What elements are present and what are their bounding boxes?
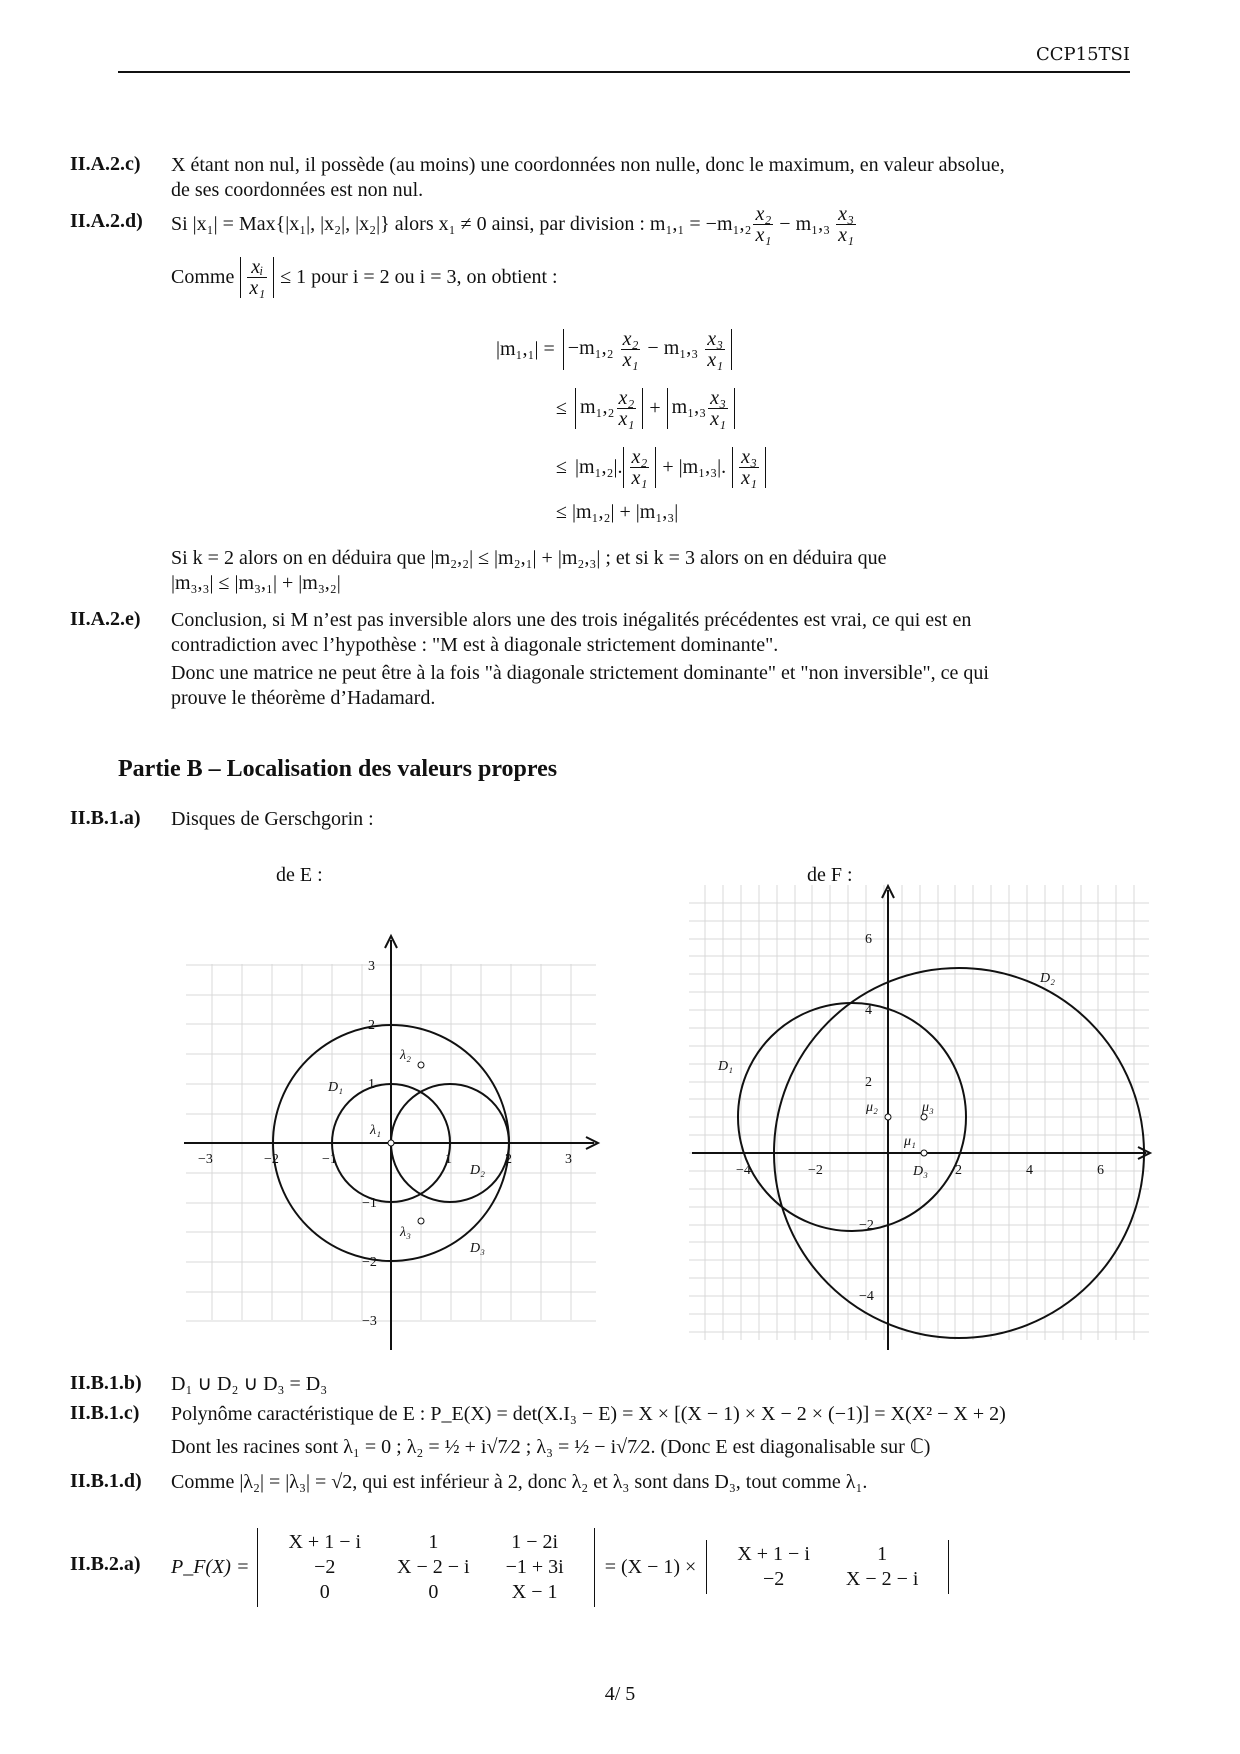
figE-xtick-1: −2 xyxy=(264,1152,279,1167)
figF-caption: de F : xyxy=(807,864,853,886)
a2c-line1: X étant non nul, il possède (au moins) une coordonnées non nulle, donc le maximum, en valeur absolue, xyxy=(171,154,1005,176)
text-b1d: Comme |λ₂| = |λ₃| = √2, qui est inférieur à 2, donc λ₂ et λ₃ sont dans D₃, tout comme λ₁. xyxy=(171,1471,868,1493)
figF-ytick-2: 2 xyxy=(865,1075,872,1090)
figF-point-m1 xyxy=(921,1150,927,1156)
figE-ytick-2: 1 xyxy=(368,1077,375,1092)
ineq-line-1: |m₁,₁| = −m₁,₂ $\frac{\text{x₂}}{\text{x₁}}$ − m₁,₃ $\frac{\text{x₃}}{\text{x₁}}$ xyxy=(496,323,732,375)
figure-F xyxy=(684,880,1154,1355)
figE-xtick-2: −1 xyxy=(322,1152,337,1167)
a2d-comme xyxy=(171,252,558,302)
text-b1c: Polynôme caractéristique de E : P_E(X) = det(X.I₃ − E) = X × [(X − 1) × X − 2 × (−1)] = X(X² − X + 2) Dont les racines sont λ₁ = 0 ; λ₂ = ½ + i√7⁄2 ; λ₃ = ½ − i√7⁄2. (Donc E est diagonalisable sur ℂ) xyxy=(171,1403,1006,1458)
a2d-line1 xyxy=(171,198,858,250)
comme-rest: ≤ 1 pour i = 2 ou i = 3, on obtient : xyxy=(280,265,558,288)
figE-label-l3: λ₃ xyxy=(400,1225,411,1240)
figE-point-l2 xyxy=(418,1062,424,1068)
figE-label-D1: D₁ xyxy=(328,1080,343,1095)
text-b1a: Disques de Gerschgorin : xyxy=(171,808,374,830)
ineq-line-2: ≤ m₁,₂ $\frac{\text{x₂}}{\text{x₁}}$ + m₁,₃ $\frac{\text{x₃}}{\text{x₁}}$ xyxy=(556,382,735,434)
label-b2a: II.B.2.a) xyxy=(70,1553,141,1575)
ineq-line-3: ≤ |m₁,₂|. $\frac{\text{x₂}}{\text{x₁}}$ + |m₁,₃|. $\frac{\text{x₃}}{\text{x₁}}$ xyxy=(556,441,766,493)
figF-point-m2 xyxy=(885,1114,891,1120)
header-code: CCP15TSI xyxy=(1035,44,1130,65)
ineq-line-4: ≤ |m₁,₂| + |m₁,₃| xyxy=(556,501,679,523)
figE-ytick-1: 2 xyxy=(368,1018,375,1033)
figF-xtick-4: 6 xyxy=(1097,1163,1104,1178)
text-b1b: D₁ ∪ D₂ ∪ D₃ = D₃ xyxy=(171,1373,328,1395)
a2c-line2: de ses coordonnées est non nul. xyxy=(171,179,424,201)
figE-ytick-5: −3 xyxy=(362,1314,377,1329)
figF-xtick-2: 2 xyxy=(955,1163,962,1178)
figF-label-D2: D₂ xyxy=(1040,971,1055,986)
frac-x3-x1: $\frac{\text{x₃}}{\text{x₁}}$ xyxy=(838,202,854,246)
figE-point-l1 xyxy=(388,1140,394,1146)
figF-label-D1: D₁ xyxy=(718,1059,733,1074)
figE-ytick-0: 3 xyxy=(368,959,375,974)
label-b1b: II.B.1.b) xyxy=(70,1372,142,1394)
figE-ytick-4: −2 xyxy=(362,1255,377,1270)
det-2x2: X + 1 − i 1 −2 X − 2 − i xyxy=(706,1540,949,1594)
label-b1d: II.B.1.d) xyxy=(70,1470,142,1492)
a2d-si: Si k = 2 alors on en déduira que |m₂,₂| ≤ |m₂,₁| + |m₂,₃| ; et si k = 3 alors on en déduira que |m₃,₃| ≤ |m₃,₁| + |m₃,₂| xyxy=(171,547,887,594)
figE-ytick-3: −1 xyxy=(362,1196,377,1211)
figF-xtick-0: −4 xyxy=(736,1163,751,1178)
a2d-line1-text: Si |x₁| = Max{|x₁|, |x₂|, |x₂|} alors x₁ ≠ 0 ainsi, par division : m₁,₁ = −m₁,₂ xyxy=(171,212,752,235)
figE-xtick-3: 1 xyxy=(445,1152,452,1167)
figE-label-l1: λ₁ xyxy=(370,1123,381,1138)
figE-label-D3: D₃ xyxy=(470,1241,485,1256)
figF-label-m2: μ₂ xyxy=(866,1100,878,1115)
text-a2e: Conclusion, si M n’est pas inversible alors une des trois inégalités précédentes est vrai, ce qui est en contradiction avec l’hypothèse : "M est à diagonale strictement dominante". Donc une matrice ne peut être à la fois "à diagonale strictement dominante" et "non inversible", ce qui prouve le théorème d’Hadamard. xyxy=(171,609,989,709)
figF-ytick-3: −2 xyxy=(859,1218,874,1233)
b2a-equation: P_F(X) = X + 1 − i 1 1 − 2i −2 X − 2 − i −1 + 3i 0 0 X − 1 = (X − 1) × X + 1 − i 1 −2 X − 2 − i xyxy=(171,1527,949,1607)
figure-E xyxy=(176,930,606,1355)
figE-xtick-0: −3 xyxy=(198,1152,213,1167)
a2d-line1b: − m₁,₃ xyxy=(779,212,831,235)
det-3x3: X + 1 − i 1 1 − 2i −2 X − 2 − i −1 + 3i 0 0 X − 1 xyxy=(257,1528,594,1607)
figF-ytick-0: 6 xyxy=(865,932,872,947)
figF-label-m1: μ₁ xyxy=(904,1134,916,1149)
figE-label-D2: D₂ xyxy=(470,1163,485,1178)
figF-label-m3: μ₃ xyxy=(922,1100,934,1115)
figF-grid xyxy=(689,885,1149,1340)
figE-xtick-4: 2 xyxy=(505,1152,512,1167)
label-b1a: II.B.1.a) xyxy=(70,807,141,829)
comme-word: Comme xyxy=(171,265,235,288)
section-title-partB: Partie B – Localisation des valeurs propres xyxy=(118,756,558,782)
frac-x2-x1: $\frac{\text{x₂}}{\text{x₁}}$ xyxy=(755,202,772,246)
figE-point-l3 xyxy=(418,1218,424,1224)
label-a2e: II.A.2.e) xyxy=(70,608,141,630)
figF-ytick-1: 4 xyxy=(865,1003,872,1018)
abs-xi-x1: $\frac{\text{xᵢ}}{\text{x₁}}$ xyxy=(240,257,274,298)
page-number: 4/ 5 xyxy=(604,1683,636,1705)
text-a2c xyxy=(171,153,1131,203)
label-b1c: II.B.1.c) xyxy=(70,1402,140,1424)
header-rule xyxy=(118,71,1130,73)
figF-xtick-1: −2 xyxy=(808,1163,823,1178)
label-a2d: II.A.2.d) xyxy=(70,210,143,232)
figF-xtick-3: 4 xyxy=(1026,1163,1033,1178)
label-a2c: II.A.2.c) xyxy=(70,153,141,175)
figE-caption: de E : xyxy=(276,864,323,886)
figF-label-D3: D₃ xyxy=(913,1164,928,1179)
figE-label-l2: λ₂ xyxy=(400,1048,411,1063)
figF-ytick-4: −4 xyxy=(859,1289,874,1304)
figE-xtick-5: 3 xyxy=(565,1152,572,1167)
